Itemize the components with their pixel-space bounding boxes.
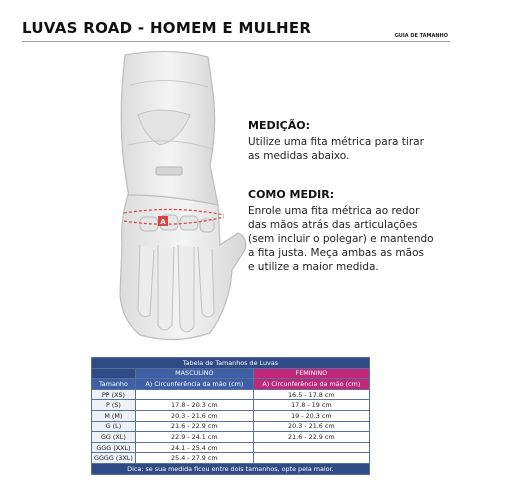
measurement-text xyxy=(248,135,424,163)
col-female-header: A) Circunferência da mão (cm) xyxy=(253,379,369,390)
size-cell: GGG (XXL) xyxy=(92,442,136,453)
how-to-heading: COMO MEDIR: xyxy=(248,188,335,201)
size-guide-label: GUIA DE TAMANHO xyxy=(394,33,448,39)
female-cell xyxy=(253,442,369,453)
measure-marker-label: A xyxy=(160,218,166,226)
measurement-heading: MEDIÇÃO: xyxy=(248,119,311,132)
female-cell: 17.8 - 19 cm xyxy=(253,400,369,411)
table-caption: Tabela de Tamanhos de Luvas xyxy=(92,358,370,369)
size-cell: G (L) xyxy=(92,421,136,432)
how-to-line: Enrole uma fita métrica ao redor xyxy=(248,205,420,217)
measurement-line: as medidas abaixo. xyxy=(248,150,350,162)
female-cell: 16.5 - 17.8 cm xyxy=(253,389,369,400)
male-cell: 17.8 - 20.3 cm xyxy=(135,400,253,411)
table-row xyxy=(92,389,370,400)
table-row xyxy=(92,410,370,421)
male-header: MASCULINO xyxy=(135,368,253,379)
size-cell: GG (XL) xyxy=(92,432,136,443)
male-cell: 20.3 - 21.6 cm xyxy=(135,410,253,421)
table-row xyxy=(92,400,370,411)
size-cell: P (S) xyxy=(92,400,136,411)
female-header: FEMININO xyxy=(253,368,369,379)
how-to-line: a fita justa. Meça ambas as mãos xyxy=(248,247,424,259)
female-cell xyxy=(253,453,369,464)
col-male-header: A) Circunferência da mão (cm) xyxy=(135,379,253,390)
female-cell: 20.3 - 21.6 cm xyxy=(253,421,369,432)
page-title: LUVAS ROAD - HOMEM E MULHER xyxy=(22,19,312,37)
title-divider xyxy=(22,41,450,42)
table-row xyxy=(92,442,370,453)
size-cell: PP (XS) xyxy=(92,389,136,400)
table-row xyxy=(92,421,370,432)
how-to-line: e utilize a maior medida. xyxy=(248,261,379,273)
size-cell: GGGG (3XL) xyxy=(92,453,136,464)
male-cell: 25.4 - 27.9 cm xyxy=(135,453,253,464)
female-cell: 21.6 - 22.9 cm xyxy=(253,432,369,443)
table-row xyxy=(92,432,370,443)
male-cell: 21.6 - 22.9 cm xyxy=(135,421,253,432)
table-tip: Dica: se sua medida ficou entre dois tamanhos, opte pela maior. xyxy=(92,463,370,474)
size-table xyxy=(91,357,370,475)
table-row xyxy=(92,453,370,464)
how-to-line: (sem incluir o polegar) e mantendo xyxy=(248,233,434,245)
how-to-text xyxy=(248,204,434,274)
table-corner xyxy=(92,368,136,379)
measurement-line: Utilize uma fita métrica para tirar xyxy=(248,136,424,148)
how-to-line: das mãos atrás das articulações xyxy=(248,219,418,231)
male-cell: 24.1 - 25.4 cm xyxy=(135,442,253,453)
male-cell: 22.9 - 24.1 cm xyxy=(135,432,253,443)
size-cell: M (M) xyxy=(92,410,136,421)
female-cell: 19 - 20.3 cm xyxy=(253,410,369,421)
male-cell xyxy=(135,389,253,400)
glove-illustration xyxy=(100,45,250,350)
col-size-header: Tamanho xyxy=(92,379,136,390)
